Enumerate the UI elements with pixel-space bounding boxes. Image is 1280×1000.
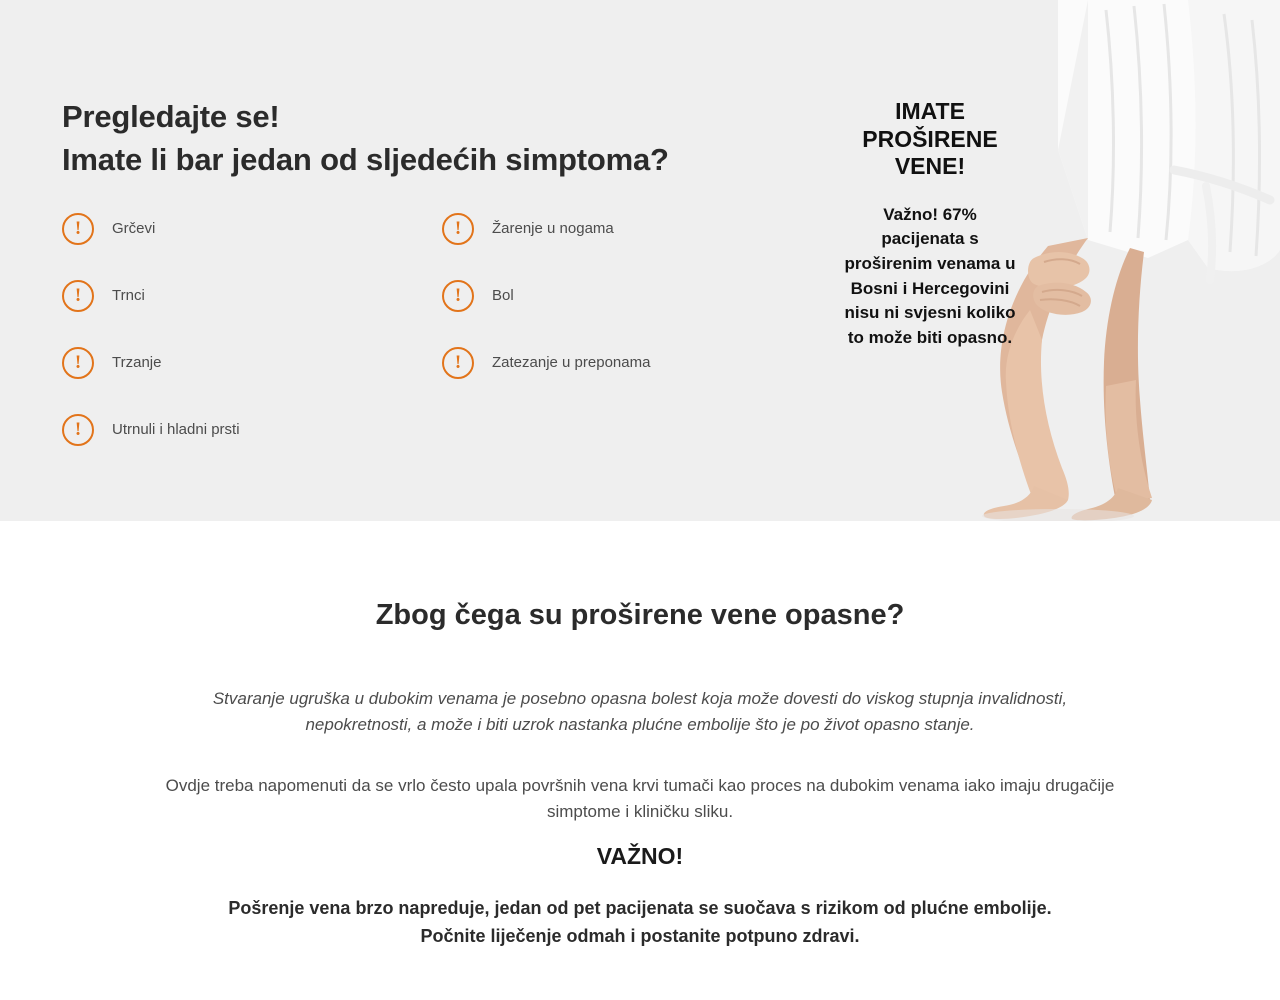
hero-left-column [62, 96, 822, 476]
symptom-label: Grčevi [112, 220, 156, 238]
paragraph-plain: Ovdje treba napomenuti da se vrlo često upala površnih vena krvi tumači kao proces na dubokim venama iako imaju drugačije simptome i kliničku sliku. [165, 776, 1115, 822]
section-title: Zbog čega su proširene vene opasne? [375, 599, 905, 631]
exclamation-circle-icon: ! [442, 213, 474, 245]
symptom-label: Žarenje u nogama [492, 220, 614, 238]
page-title-line-1: Pregledajte se! [62, 99, 280, 134]
paragraph-italic: Stvaranje ugruška u dubokim venama je posebno opasna bolest koja može dovesti do viskog stupnja invalidnosti, nepokretnosti, a može i biti uzrok nastanka plućne embolije što je po život opasno stanje. [212, 689, 1068, 735]
closing-line-2: Počnite liječenje odmah i postanite potpuno zdravi. [420, 925, 860, 946]
symptom-label: Bol [492, 287, 514, 305]
promo-text-block [840, 98, 1020, 351]
symptom-label: Trnci [112, 287, 145, 305]
symptom-column-right [442, 206, 782, 407]
closing-text [140, 895, 1140, 951]
promo-heading-line-2: PROŠIRENE [862, 125, 998, 152]
symptom-label: Zatezanje u preponama [492, 354, 651, 372]
closing-line-1: Pošrenje vena brzo napreduje, jedan od pet pacijenata se suočava s rizikom od plućne embolije. [228, 898, 1052, 918]
promo-heading-line-3: VENE! [894, 153, 966, 180]
list-item [442, 206, 782, 252]
symptom-column-left [62, 206, 442, 474]
list-item [62, 407, 442, 453]
exclamation-circle-icon: ! [62, 347, 94, 379]
symptom-list [62, 206, 782, 476]
important-heading: VAŽNO! [596, 843, 684, 869]
hero-promo-block [824, 0, 1280, 521]
exclamation-circle-icon: ! [442, 347, 474, 379]
list-item [62, 273, 442, 319]
list-item [442, 340, 782, 386]
promo-heading-line-1: IMATE [895, 98, 965, 124]
page-title-line-2: Imate li bar jedan od sljedećih simptoma? [62, 141, 669, 177]
exclamation-circle-icon: ! [62, 280, 94, 312]
danger-explanation-section [0, 521, 1280, 1000]
symptom-label: Trzanje [112, 354, 162, 372]
symptom-label: Utrnuli i hladni prsti [112, 421, 240, 439]
promo-body-text: Važno! 67% pacijenata s proširenim venama u Bosni i Hercegovini nisu ni svjesni koliko to može biti opasno. [844, 204, 1016, 347]
exclamation-circle-icon: ! [62, 414, 94, 446]
list-item [442, 273, 782, 319]
list-item [62, 340, 442, 386]
exclamation-circle-icon: ! [62, 213, 94, 245]
page-title [62, 96, 822, 182]
exclamation-circle-icon: ! [442, 280, 474, 312]
list-item [62, 206, 442, 252]
promo-heading [840, 98, 1020, 181]
